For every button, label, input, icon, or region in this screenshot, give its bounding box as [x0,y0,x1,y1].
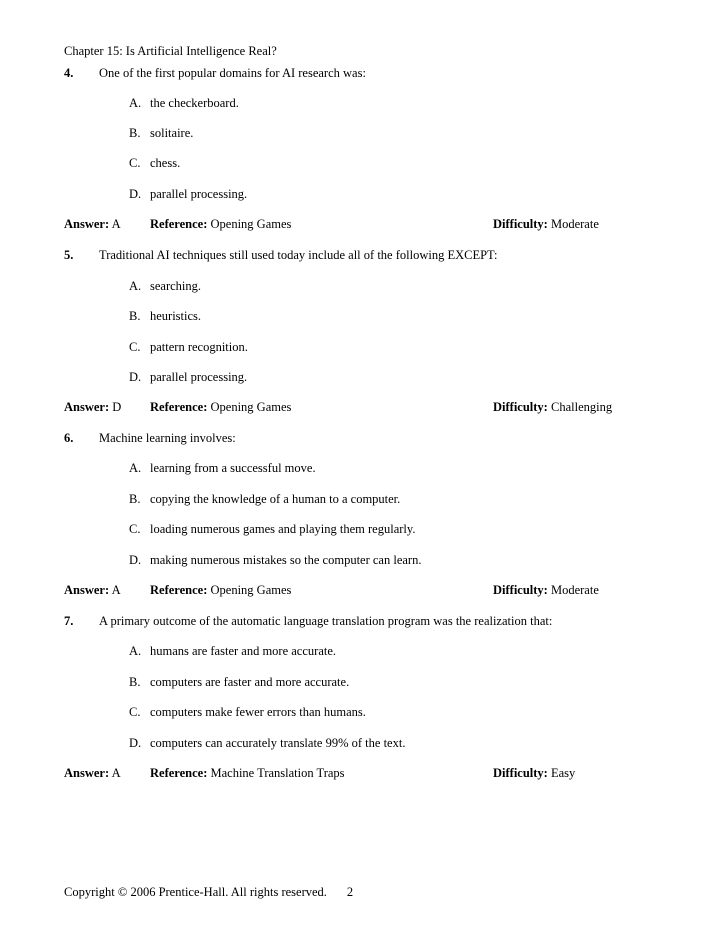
option-d [129,370,247,385]
answer [64,766,121,781]
answer [64,400,121,415]
question-text: One of the first popular domains for AI research was: [99,66,366,80]
question-text: A primary outcome of the automatic language translation program was the realization that: [99,614,553,628]
option-letter: D. [129,553,142,567]
option-d [129,553,421,568]
question-number: 7. [64,614,74,628]
difficulty [493,583,599,598]
reference-value: Opening Games [210,400,292,414]
option-text: parallel processing. [150,187,248,201]
option-b [129,675,349,690]
option-text: making numerous mistakes so the computer can learn. [150,553,422,567]
chapter-header: Chapter 15: Is Artificial Intelligence Real? [64,44,277,58]
reference-value: Opening Games [210,217,292,231]
page-footer [64,885,353,900]
reference-value: Opening Games [210,583,292,597]
answer-label: Answer: [64,217,110,231]
answer-value: D [112,400,122,414]
answer [64,583,121,598]
question-number: 6. [64,431,74,445]
option-text: chess. [150,156,181,170]
difficulty [493,217,599,232]
option-text: computers are faster and more accurate. [150,675,350,689]
answer-value: A [111,766,121,780]
page-number: 2 [346,885,354,899]
reference-label: Reference: [150,766,208,780]
difficulty-label: Difficulty: [493,400,548,414]
option-a [129,461,316,476]
answer-label: Answer: [64,766,110,780]
reference-value: Machine Translation Traps [210,766,345,780]
difficulty-label: Difficulty: [493,766,548,780]
option-letter: C. [129,340,141,354]
option-b [129,492,400,507]
option-letter: A. [129,279,142,293]
option-letter: D. [129,370,142,384]
option-letter: A. [129,96,142,110]
option-b [129,126,193,141]
reference [150,400,291,415]
option-text: solitaire. [150,126,194,140]
option-text: the checkerboard. [150,96,239,110]
option-b [129,309,201,324]
question-text: Machine learning involves: [99,431,236,445]
option-c [129,156,180,171]
answer-label: Answer: [64,583,110,597]
question-number: 5. [64,248,74,262]
option-text: loading numerous games and playing them regularly. [150,522,416,536]
option-letter: A. [129,461,142,475]
option-letter: B. [129,309,141,323]
reference-label: Reference: [150,217,208,231]
option-letter: D. [129,736,142,750]
answer-label: Answer: [64,400,110,414]
option-letter: C. [129,705,141,719]
answer-value: A [111,583,121,597]
option-letter: B. [129,492,141,506]
option-text: searching. [150,279,202,293]
question-text: Traditional AI techniques still used today include all of the following EXCEPT: [99,248,498,262]
reference [150,217,291,232]
difficulty-value: Moderate [550,583,599,597]
option-c [129,340,248,355]
option-text: copying the knowledge of a human to a computer. [150,492,401,506]
option-text: humans are faster and more accurate. [150,644,337,658]
option-c [129,705,366,720]
option-a [129,279,201,294]
option-a [129,644,336,659]
option-text: learning from a successful move. [150,461,316,475]
option-letter: A. [129,644,142,658]
option-d [129,187,247,202]
option-text: computers can accurately translate 99% of the text. [150,736,406,750]
difficulty [493,400,612,415]
answer-value: A [111,217,121,231]
option-text: parallel processing. [150,370,248,384]
option-letter: D. [129,187,142,201]
difficulty-value: Moderate [550,217,599,231]
difficulty-label: Difficulty: [493,217,548,231]
difficulty-label: Difficulty: [493,583,548,597]
option-letter: C. [129,156,141,170]
option-text: heuristics. [150,309,202,323]
option-text: computers make fewer errors than humans. [150,705,366,719]
answer [64,217,121,232]
difficulty-value: Easy [550,766,576,780]
option-d [129,736,405,751]
option-letter: B. [129,675,141,689]
reference [150,766,345,781]
difficulty-value: Challenging [550,400,613,414]
copyright-text: Copyright © 2006 Prentice-Hall. All rights reserved. [64,885,327,899]
option-c [129,522,415,537]
question-number: 4. [64,66,74,80]
reference-label: Reference: [150,400,208,414]
option-letter: C. [129,522,141,536]
difficulty [493,766,575,781]
option-letter: B. [129,126,141,140]
reference-label: Reference: [150,583,208,597]
option-text: pattern recognition. [150,340,248,354]
option-a [129,96,239,111]
reference [150,583,291,598]
